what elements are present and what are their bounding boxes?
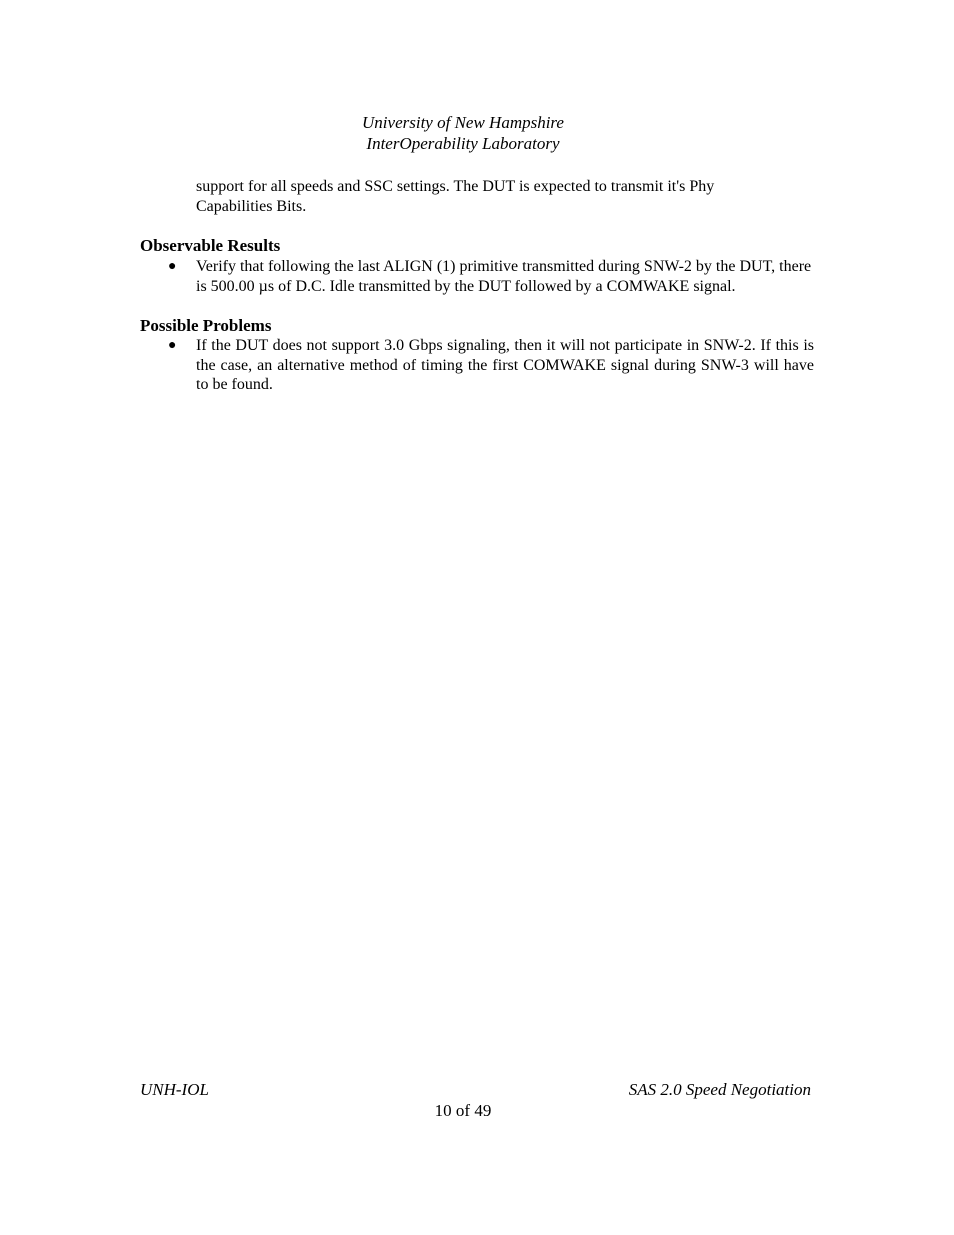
bullet-icon: ● bbox=[168, 259, 177, 274]
observable-result-text: Verify that following the last ALIGN (1) primitive transmitted during SNW-2 by the DUT, there is 500.00 µs of D.C. Idle transmitted by the DUT followed by a COMWAKE signal. bbox=[196, 258, 812, 295]
header-institution: University of New Hampshire bbox=[362, 113, 564, 132]
list-item bbox=[168, 336, 816, 395]
footer-organization: UNH-IOL bbox=[140, 1080, 209, 1099]
possible-problem-text: If the DUT does not support 3.0 Gbps signaling, then it will not participate in SNW-2. If this is the case, an alternative method of timing the first COMWAKE signal during SNW-3 will have to be found. bbox=[196, 337, 814, 393]
footer-document-title: SAS 2.0 Speed Negotiation bbox=[628, 1080, 811, 1099]
page-number: 10 of 49 bbox=[434, 1101, 492, 1120]
bullet-icon: ● bbox=[168, 338, 177, 353]
observable-results-heading: Observable Results bbox=[140, 236, 281, 255]
possible-problems-heading: Possible Problems bbox=[140, 316, 272, 335]
list-item bbox=[168, 257, 816, 296]
header-laboratory: InterOperability Laboratory bbox=[366, 134, 560, 153]
intro-paragraph: support for all speeds and SSC settings. The DUT is expected to transmit it's Phy Capabilities Bits. bbox=[196, 178, 715, 215]
